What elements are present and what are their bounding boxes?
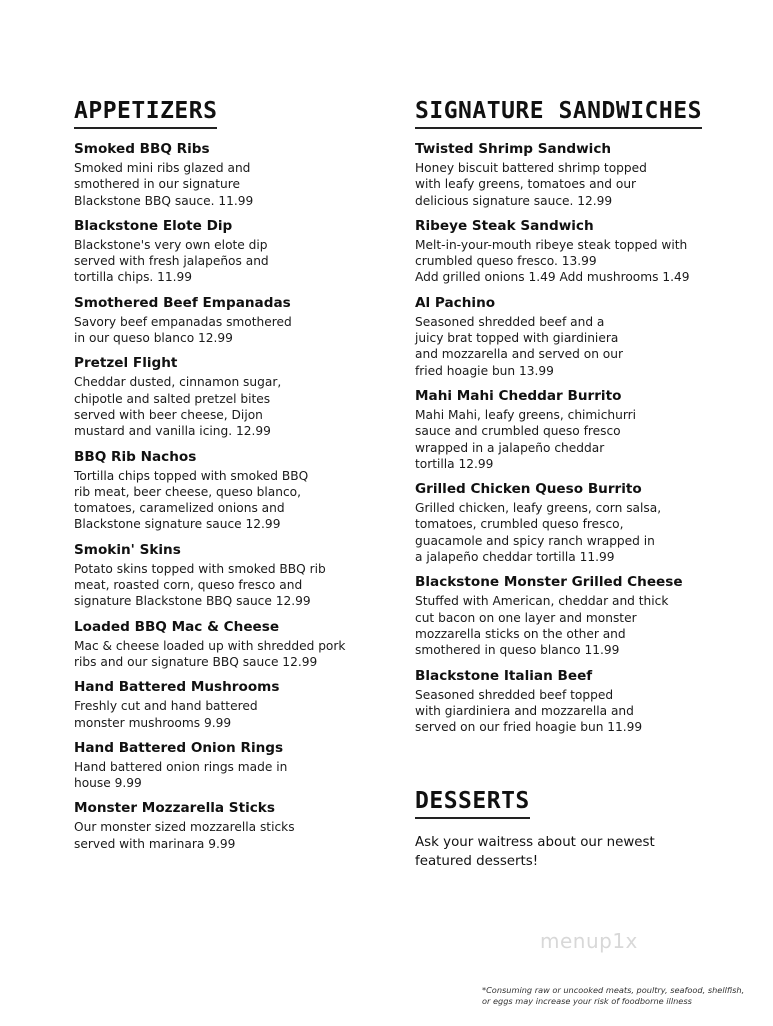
appetizer-item (74, 295, 374, 347)
desserts-title: DESSERTS (415, 788, 530, 819)
sandwich-item (415, 574, 745, 658)
sandwich-item (415, 388, 745, 472)
item-name: Mahi Mahi Cheddar Burrito (415, 387, 622, 404)
item-description: Potato skins topped with smoked BBQ rib meat, roasted corn, queso fresco and signature Blackstone BBQ sauce 12.99 (74, 561, 326, 609)
appetizer-item (74, 679, 374, 731)
appetizer-item (74, 141, 374, 209)
item-name: Al Pachino (415, 294, 496, 311)
appetizers-title: APPETIZERS (74, 98, 217, 129)
item-name: Blackstone Italian Beef (415, 667, 593, 684)
item-name: Hand Battered Mushrooms (74, 679, 280, 696)
sandwich-item (415, 141, 745, 209)
item-description: Honey biscuit battered shrimp topped with leafy greens, tomatoes and our delicious signature sauce. 12.99 (415, 161, 647, 208)
item-description: Freshly cut and hand battered monster mushrooms 9.99 (74, 699, 258, 730)
item-description: Stuffed with American, cheddar and thick cut bacon on one layer and monster mozzarella sticks on the other and smothered in queso blanco 11.99 (415, 594, 669, 658)
appetizer-item (74, 740, 374, 792)
item-name: Monster Mozzarella Sticks (74, 800, 275, 817)
item-description: Savory beef empanadas smothered in our queso blanco 12.99 (74, 314, 292, 346)
sandwich-item (415, 668, 745, 736)
item-description: Grilled chicken, leafy greens, corn salsa, tomatoes, crumbled queso fresco, guacamole and spicy ranch wrapped in a jalapeño cheddar tortilla 11.99 (415, 501, 662, 565)
item-name: Hand Battered Onion Rings (74, 739, 284, 756)
appetizers-list (74, 141, 374, 852)
item-name: Smokin' Skins (74, 541, 181, 558)
appetizers-column (74, 98, 374, 861)
appetizer-item (74, 218, 374, 286)
desserts-section (415, 788, 745, 871)
appetizer-item (74, 449, 374, 533)
item-name: Pretzel Flight (74, 355, 178, 372)
item-name: Twisted Shrimp Sandwich (415, 141, 612, 157)
sandwich-item (415, 481, 745, 565)
appetizer-item (74, 619, 374, 671)
item-name: Grilled Chicken Queso Burrito (415, 481, 642, 498)
item-description: Cheddar dusted, cinnamon sugar, chipotle and salted pretzel bites served with beer cheese, Dijon mustard and vanilla icing. 12.99 (74, 375, 282, 439)
item-name: Ribeye Steak Sandwich (415, 217, 594, 234)
sandwiches-list (415, 141, 745, 735)
watermark-logo: menup1x (540, 929, 638, 953)
item-description: Our monster sized mozzarella sticks served with marinara 9.99 (74, 820, 295, 851)
item-description: Mahi Mahi, leafy greens, chimichurri sauce and crumbled queso fresco wrapped in a jalapeño cheddar tortilla 12.99 (415, 407, 637, 471)
item-name: Loaded BBQ Mac & Cheese (74, 618, 280, 635)
item-name: Smoked BBQ Ribs (74, 141, 210, 157)
item-name: Blackstone Elote Dip (74, 217, 233, 234)
desserts-note: Ask your waitress about our newest featured desserts! (415, 835, 655, 869)
item-description: Smoked mini ribs glazed and smothered in our signature Blackstone BBQ sauce. 11.99 (74, 161, 254, 208)
item-description: Blackstone's very own elote dip served with fresh jalapeños and tortilla chips. 11.99 (74, 237, 269, 285)
item-description: Seasoned shredded beef and a juicy brat topped with giardiniera and mozzarella and served on our fried hoagie bun 13.99 (415, 314, 623, 378)
item-description: Melt-in-your-mouth ribeye steak topped with crumbled queso fresco. 13.99 Add grilled onions 1.49 Add mushrooms 1.49 (415, 237, 690, 285)
item-description: Hand battered onion rings made in house 9.99 (74, 759, 288, 791)
item-name: BBQ Rib Nachos (74, 448, 197, 465)
sandwiches-title: SIGNATURE SANDWICHES (415, 98, 702, 129)
item-name: Blackstone Monster Grilled Cheese (415, 574, 683, 591)
appetizer-item (74, 542, 374, 610)
appetizer-item (74, 355, 374, 439)
item-description: Mac & cheese loaded up with shredded pork ribs and our signature BBQ sauce 12.99 (74, 638, 346, 669)
sandwiches-column (415, 98, 745, 744)
food-safety-disclaimer: *Consuming raw or uncooked meats, poultry, seafood, shellfish, or eggs may increase your risk of foodborne illness (482, 985, 745, 1006)
item-description: Seasoned shredded beef topped with giardiniera and mozzarella and served on our fried hoagie bun 11.99 (415, 687, 643, 735)
item-name: Smothered Beef Empanadas (74, 294, 291, 311)
sandwich-item (415, 295, 745, 379)
appetizer-item (74, 800, 374, 852)
item-description: Tortilla chips topped with smoked BBQ rib meat, beer cheese, queso blanco, tomatoes, caramelized onions and Blackstone signature sauce 12.99 (74, 468, 309, 532)
sandwich-item (415, 218, 745, 286)
